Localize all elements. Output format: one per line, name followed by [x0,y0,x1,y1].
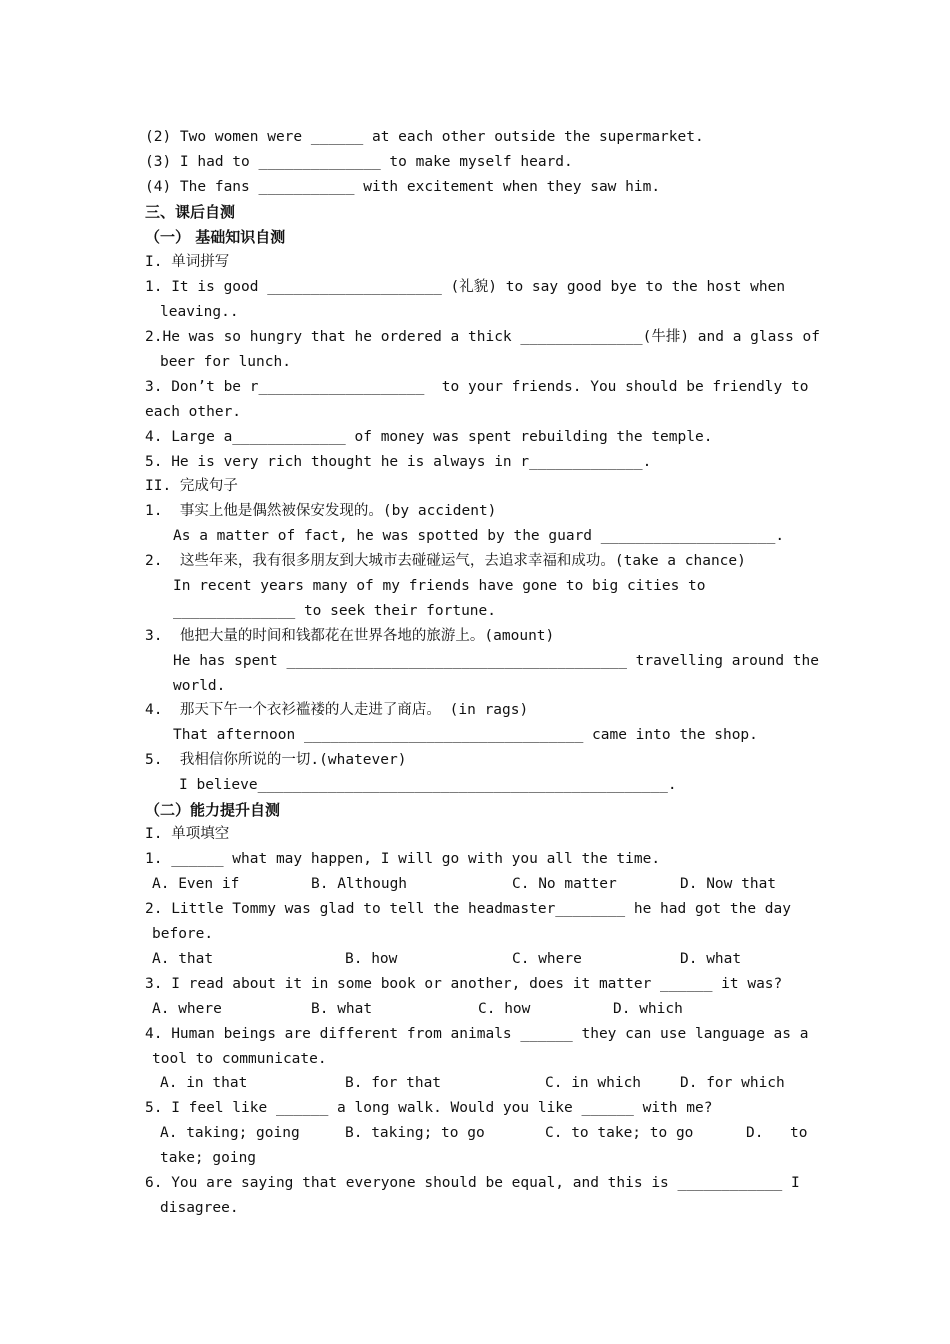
subsection-heading-basic: （一） 基础知识自测 [145,228,286,246]
choice-question-5: 5. I feel like ______ a long walk. Would you like ______ with me? [145,1100,713,1116]
practice-item-3: (3) I had to ______________ to make myself heard. [145,154,573,170]
q4-option-b: B. for that [345,1075,442,1091]
choice-question-3: 3. I read about it in some book or another, does it matter ______ it was? [145,976,783,992]
sentence-item-4: 4. 那天下午一个衣衫褴褛的人走进了商店。 (in rags) [145,702,529,718]
spelling-item-4: 4. Large a_____________ of money was spent rebuilding the temple. [145,429,713,445]
practice-item-2: (2) Two women were ______ at each other outside the supermarket. [145,129,704,145]
sentence-item-4-answer: That afternoon ________________________________ came into the shop. [173,727,758,743]
q5-option-d: D. [746,1125,764,1141]
choice-question-2-cont: before. [152,926,214,942]
spelling-item-3-cont: each other. [145,404,242,420]
sentence-item-5: 5. 我相信你所说的一切.(whatever) [145,752,407,768]
spelling-item-2-cont: beer for lunch. [160,354,291,370]
q4-option-d: D. for which [680,1075,785,1091]
q2-option-a: A. that [152,951,214,967]
q1-option-d: D. Now that [680,876,777,892]
choice-question-2: 2. Little Tommy was glad to tell the headmaster________ he had got the day [145,901,792,917]
q2-option-c: C. where [512,951,582,967]
sentence-item-3: 3. 他把大量的时间和钱都花在世界各地的旅游上。(amount) [145,628,555,644]
sentence-item-5-answer: I believe_______________________________________________. [179,777,677,793]
q1-option-b: B. Although [311,876,408,892]
q5-option-b: B. taking; to go [345,1125,485,1141]
sentence-item-1: 1. 事实上他是偶然被保安发现的。(by accident) [145,503,497,519]
part-heading-choice: I. 单项填空 [145,826,230,842]
choice-question-4: 4. Human beings are different from animals ______ they can use language as a [145,1026,809,1042]
q5-option-c: C. to take; to go [545,1125,694,1141]
q2-option-b: B. how [345,951,398,967]
sentence-item-2: 2. 这些年来，我有很多朋友到大城市去碰碰运气，去追求幸福和成功。(take a chance) [145,553,746,569]
q2-option-d: D. what [680,951,742,967]
q5-option-a: A. taking; going [160,1125,300,1141]
sentence-item-2-answer: In recent years many of my friends have gone to big cities to [173,578,706,594]
subsection-heading-advanced: （二）能力提升自测 [145,801,281,819]
spelling-item-2: 2.He was so hungry that he ordered a thick ______________(牛排) and a glass of [145,329,821,345]
sentence-item-1-answer: As a matter of fact, he was spotted by the guard ____________________. [173,528,785,544]
spelling-item-3: 3. Don’t be r___________________ to your friends. You should be friendly to [145,379,809,395]
q1-option-a: A. Even if [152,876,240,892]
practice-item-4: (4) The fans ___________ with excitement when they saw him. [145,179,661,195]
q1-option-c: C. No matter [512,876,617,892]
spelling-item-5: 5. He is very rich thought he is always in r_____________. [145,454,652,470]
choice-question-1: 1. ______ what may happen, I will go with you all the time. [145,851,661,867]
choice-question-4-cont: tool to communicate. [152,1051,327,1067]
part-heading-sentences: II. 完成句子 [145,478,238,494]
spelling-item-1: 1. It is good ____________________ (礼貌) to say good bye to the host when [145,279,786,295]
q3-option-a: A. where [152,1001,222,1017]
q3-option-b: B. what [311,1001,373,1017]
sentence-item-3-answer-cont: world. [173,678,226,694]
spelling-item-1-cont: leaving.. [160,304,239,320]
q3-option-d: D. which [613,1001,683,1017]
q3-option-c: C. how [478,1001,531,1017]
q4-option-c: C. in which [545,1075,642,1091]
sentence-item-2-answer-cont: ______________ to seek their fortune. [173,603,497,619]
q5-option-d-text: to [790,1125,808,1141]
section-heading: 三、课后自测 [145,203,236,221]
q5-option-d-cont: take; going [160,1150,257,1166]
q4-option-a: A. in that [160,1075,248,1091]
choice-question-6: 6. You are saying that everyone should be equal, and this is ____________ I [145,1175,800,1191]
part-heading-spelling: I. 单词拼写 [145,254,230,270]
choice-question-6-cont: disagree. [160,1200,239,1216]
sentence-item-3-answer: He has spent _______________________________________ travelling around the [173,653,820,669]
